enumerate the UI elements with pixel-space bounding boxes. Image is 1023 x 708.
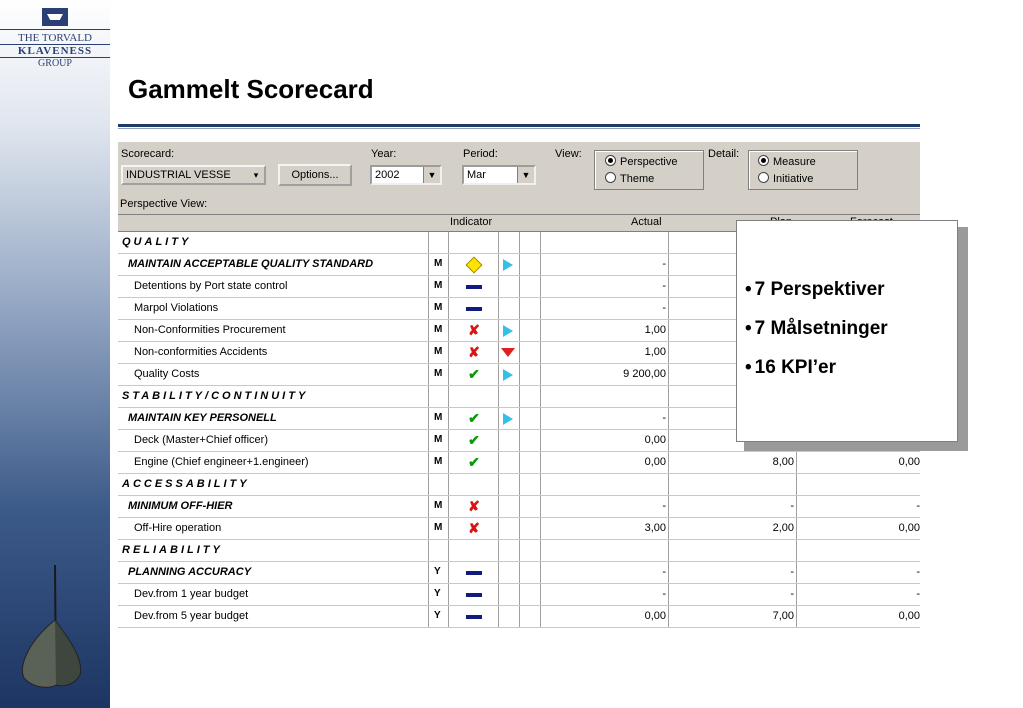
radio-selected-icon [758,155,769,166]
grid-divider [498,606,499,627]
perspective-view-label: Perspective View: [120,198,208,210]
grid-divider [448,518,449,539]
grid-divider [540,474,541,495]
row-name: STABILITY/CONTINUITY [122,390,309,402]
period-value: Mar [467,169,486,181]
grid-divider [448,562,449,583]
company-logo [0,8,110,69]
cross-indicator-icon: ✘ [468,520,480,536]
row-name: MINIMUM OFF-HIER [128,500,233,512]
radio-icon [605,172,616,183]
chevron-down-icon: ▼ [517,167,534,183]
dash-indicator-icon [463,565,485,579]
trend-down-icon [499,345,517,359]
forecast-value: - [916,500,920,512]
grid-divider [498,298,499,319]
trend-right-icon [499,323,517,337]
table-row[interactable] [118,452,920,474]
grid-divider [519,386,520,407]
table-row[interactable] [118,562,920,584]
grid-divider [428,518,429,539]
plan-value: - [790,566,794,578]
grid-divider [428,584,429,605]
grid-divider [519,276,520,297]
actual-value: 0,00 [644,610,666,622]
frequency-icon: M [434,280,443,291]
grid-divider [519,518,520,539]
frequency-icon: M [434,302,443,313]
frequency-icon: M [434,434,443,445]
period-select[interactable] [462,165,536,185]
row-name: MAINTAIN KEY PERSONELL [128,412,277,424]
detail-option-label: Measure [773,156,816,168]
grid-divider [519,452,520,473]
row-name: RELIABILITY [122,544,223,556]
grid-divider [668,254,669,275]
row-name: Detentions by Port state control [134,280,288,292]
table-row[interactable] [118,584,920,606]
plan-value: 7,00 [772,610,794,622]
dash-indicator-icon [463,279,485,293]
table-row[interactable] [118,540,920,562]
frequency-icon: Y [434,566,441,577]
actual-value: 9 200,00 [623,368,666,380]
forecast-value: - [916,588,920,600]
plan-value: 2,00 [772,522,794,534]
radio-icon [758,172,769,183]
grid-divider [668,430,669,451]
row-name: Non-Conformities Procurement [134,324,286,336]
grid-divider [448,342,449,363]
row-name: Engine (Chief engineer+1.engineer) [134,456,309,468]
grid-divider [498,430,499,451]
frequency-icon: Y [434,610,441,621]
header-indicator: Indicator [450,216,493,228]
trend-right-icon [499,257,517,271]
actual-value: - [662,280,666,292]
actual-value: - [662,258,666,270]
dash-indicator-icon [463,587,485,601]
grid-divider [448,584,449,605]
chevron-down-icon: ▾ [248,167,264,183]
grid-divider [448,606,449,627]
grid-divider [668,408,669,429]
year-select[interactable] [370,165,442,185]
row-name: PLANNING ACCURACY [128,566,252,578]
scorecard-label: Scorecard: [121,148,175,160]
grid-divider [428,540,429,561]
actual-value: - [662,500,666,512]
actual-value: - [662,588,666,600]
grid-divider [519,540,520,561]
grid-divider [448,474,449,495]
grid-divider [448,408,449,429]
grid-divider [498,562,499,583]
grid-divider [519,232,520,253]
grid-divider [428,364,429,385]
frequency-icon: M [434,258,443,269]
table-row[interactable] [118,518,920,540]
grid-divider [448,540,449,561]
logo-line1: THE TORVALD [0,29,110,44]
grid-divider [668,232,669,253]
row-name: Deck (Master+Chief officer) [134,434,268,446]
grid-divider [519,606,520,627]
row-name: Non-conformities Accidents [134,346,268,358]
forecast-value: 0,00 [898,522,920,534]
flag-icon [42,8,68,26]
frequency-icon: Y [434,588,441,599]
forecast-value: 0,00 [898,456,920,468]
grid-divider [428,232,429,253]
grid-divider [519,408,520,429]
actual-value: 0,00 [644,456,666,468]
grid-divider [796,540,797,561]
cross-indicator-icon: ✘ [468,498,480,514]
frequency-icon: M [434,368,443,379]
trend-right-icon [499,411,517,425]
grid-divider [668,320,669,341]
grid-divider [519,496,520,517]
grid-divider [519,342,520,363]
grid-divider [428,452,429,473]
grid-divider [428,606,429,627]
actual-value: 0,00 [644,434,666,446]
logo-line3: GROUP [38,58,72,69]
row-name: MAINTAIN ACCEPTABLE QUALITY STANDARD [128,258,374,270]
view-option-label: Theme [620,173,655,185]
radio-selected-icon [605,155,616,166]
grid-divider [448,320,449,341]
detail-option-label: Initiative [773,173,814,185]
title-rule [118,124,920,127]
summary-callout [736,220,958,442]
row-name: Off-Hire operation [134,522,222,534]
row-name: Quality Costs [134,368,200,380]
row-name: Marpol Violations [134,302,219,314]
options-button[interactable]: Options... [278,164,352,186]
frequency-icon: M [434,324,443,335]
grid-divider [498,540,499,561]
period-label: Period: [463,148,498,160]
actual-value: 1,00 [644,346,666,358]
grid-divider [498,496,499,517]
scorecard-value: INDUSTRIAL VESSE [126,169,231,181]
view-label: View: [555,148,582,160]
grid-divider [668,364,669,385]
grid-divider [428,276,429,297]
plan-value: - [790,500,794,512]
grid-divider [498,474,499,495]
grid-divider [668,276,669,297]
slide-title: Gammelt Scorecard [128,74,374,104]
frequency-icon: M [434,456,443,467]
forecast-value: 0,00 [898,610,920,622]
grid-divider [668,474,669,495]
actual-value: 1,00 [644,324,666,336]
grid-divider [428,430,429,451]
frequency-icon: M [434,522,443,533]
grid-divider [448,232,449,253]
cross-indicator-icon: ✘ [468,322,480,338]
grid-divider [796,474,797,495]
summary-item: • 7 Målsetninger [745,318,888,340]
check-indicator-icon: ✔ [468,366,480,382]
grid-divider [428,342,429,363]
grid-divider [428,562,429,583]
table-row[interactable] [118,606,920,628]
grid-divider [428,474,429,495]
grid-divider [428,320,429,341]
grid-divider [428,408,429,429]
view-radio-perspective[interactable] [605,155,677,168]
grid-divider [448,496,449,517]
view-option-label: Perspective [620,156,678,168]
summary-item: • 16 KPI’er [745,357,888,379]
row-name: ACCESSABILITY [122,478,250,490]
frequency-icon: M [434,346,443,357]
grid-divider [498,518,499,539]
grid-divider [668,342,669,363]
grid-divider [448,452,449,473]
grid-divider [498,452,499,473]
grid-divider [428,386,429,407]
view-radio-theme[interactable] [605,172,654,185]
frequency-icon: M [434,500,443,511]
check-indicator-icon: ✔ [468,432,480,448]
actual-value: - [662,302,666,314]
grid-divider [519,430,520,451]
grid-divider [519,474,520,495]
plan-value: 8,00 [772,456,794,468]
dash-indicator-icon [463,609,485,623]
diamond-indicator-icon [463,257,485,271]
grid-divider [448,430,449,451]
grid-divider [668,298,669,319]
summary-list [745,279,888,396]
grid-divider [498,232,499,253]
frequency-icon: M [434,412,443,423]
cross-indicator-icon: ✘ [468,344,480,360]
grid-divider [448,298,449,319]
grid-divider [428,496,429,517]
row-name: Dev.from 1 year budget [134,588,249,600]
title-rule-thin [118,128,920,129]
check-indicator-icon: ✔ [468,454,480,470]
detail-radio-measure[interactable] [758,155,816,168]
grid-divider [519,298,520,319]
grid-divider [668,540,669,561]
detail-radio-initiative[interactable] [758,172,813,185]
grid-divider [428,254,429,275]
forecast-value: - [916,566,920,578]
grid-divider [519,320,520,341]
actual-value: - [662,566,666,578]
chevron-down-icon: ▼ [423,167,440,183]
grid-divider [540,232,541,253]
grid-divider [448,254,449,275]
year-value: 2002 [375,169,400,181]
table-row[interactable] [118,474,920,496]
grid-divider [540,540,541,561]
year-label: Year: [371,148,397,160]
grid-divider [519,364,520,385]
dash-indicator-icon [463,301,485,315]
grid-divider [448,386,449,407]
grid-divider [498,584,499,605]
header-actual: Actual [631,216,662,228]
row-name: Dev.from 5 year budget [134,610,249,622]
grid-divider [498,386,499,407]
table-row[interactable] [118,496,920,518]
grid-divider [519,562,520,583]
grid-divider [428,298,429,319]
grid-divider [519,584,520,605]
scorecard-select[interactable] [121,165,266,185]
trend-right-icon [499,367,517,381]
grid-divider [498,276,499,297]
actual-value: - [662,412,666,424]
actual-value: 3,00 [644,522,666,534]
summary-item: • 7 Perspektiver [745,279,888,301]
viking-ship-icon [10,560,100,695]
left-gradient-band [0,0,110,708]
grid-divider [668,386,669,407]
grid-divider [448,276,449,297]
detail-label: Detail: [708,148,740,160]
logo-line2: KLAVENESS [0,44,110,58]
plan-value: - [790,588,794,600]
check-indicator-icon: ✔ [468,410,480,426]
row-name: QUALITY [122,236,192,248]
grid-divider [540,386,541,407]
grid-divider [448,364,449,385]
grid-divider [519,254,520,275]
